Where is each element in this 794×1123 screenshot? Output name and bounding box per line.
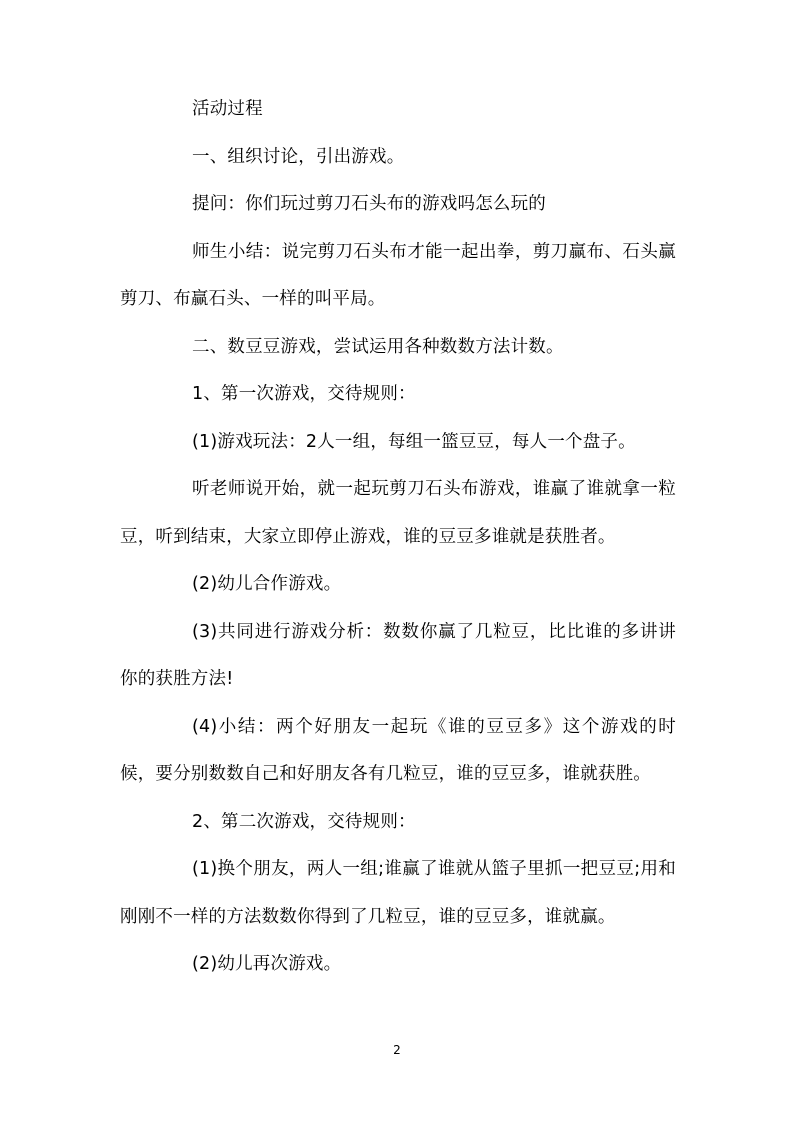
paragraph-first-summary: (4)小结：两个好朋友一起玩《谁的豆豆多》这个游戏的时候，要分别数数自己和好朋友各有几粒豆，谁的豆豆多，谁就获胜。: [120, 716, 676, 784]
page-number: 2: [393, 1043, 401, 1057]
section-heading-discussion: 一、组织讨论，引出游戏。: [192, 146, 405, 167]
paragraph-summary: 师生小结：说完剪刀石头布才能一起出拳，剪刀赢布、石头赢剪刀、布赢石头、一样的叫平局。: [120, 241, 676, 309]
section-heading-bean-game: 二、数豆豆游戏，尝试运用各种数数方法计数。: [192, 336, 564, 357]
paragraph-game-rules: (1)游戏玩法：2人一组，每组一篮豆豆，每人一个盘子。: [192, 431, 636, 452]
paragraph-game-analysis: (3)共同进行游戏分析：数数你赢了几粒豆，比比谁的多讲讲你的获胜方法!: [120, 621, 676, 689]
section-heading-activity-process: 活动过程: [192, 99, 263, 119]
subheading-first-game: 1、第一次游戏，交待规则：: [192, 384, 416, 404]
paragraph-question: 提问：你们玩过剪刀石头布的游戏吗怎么玩的: [192, 194, 546, 214]
paragraph-game-instructions: 听老师说开始，就一起玩剪刀石头布游戏，谁赢了谁就拿一粒豆，听到结束，大家立即停止游戏，谁的豆豆多谁就是获胜者。: [120, 479, 676, 547]
paragraph-second-rules: (1)换个朋友，两人一组;谁赢了谁就从篮子里抓一把豆豆;用和刚刚不一样的方法数数你得到了几粒豆，谁的豆豆多，谁就赢。: [120, 859, 676, 927]
paragraph-cooperative-game: (2)幼儿合作游戏。: [192, 574, 342, 594]
document-body: [120, 86, 676, 989]
subheading-second-game: 2、第二次游戏，交待规则：: [192, 811, 416, 832]
paragraph-repeat-game: (2)幼儿再次游戏。: [192, 954, 342, 974]
